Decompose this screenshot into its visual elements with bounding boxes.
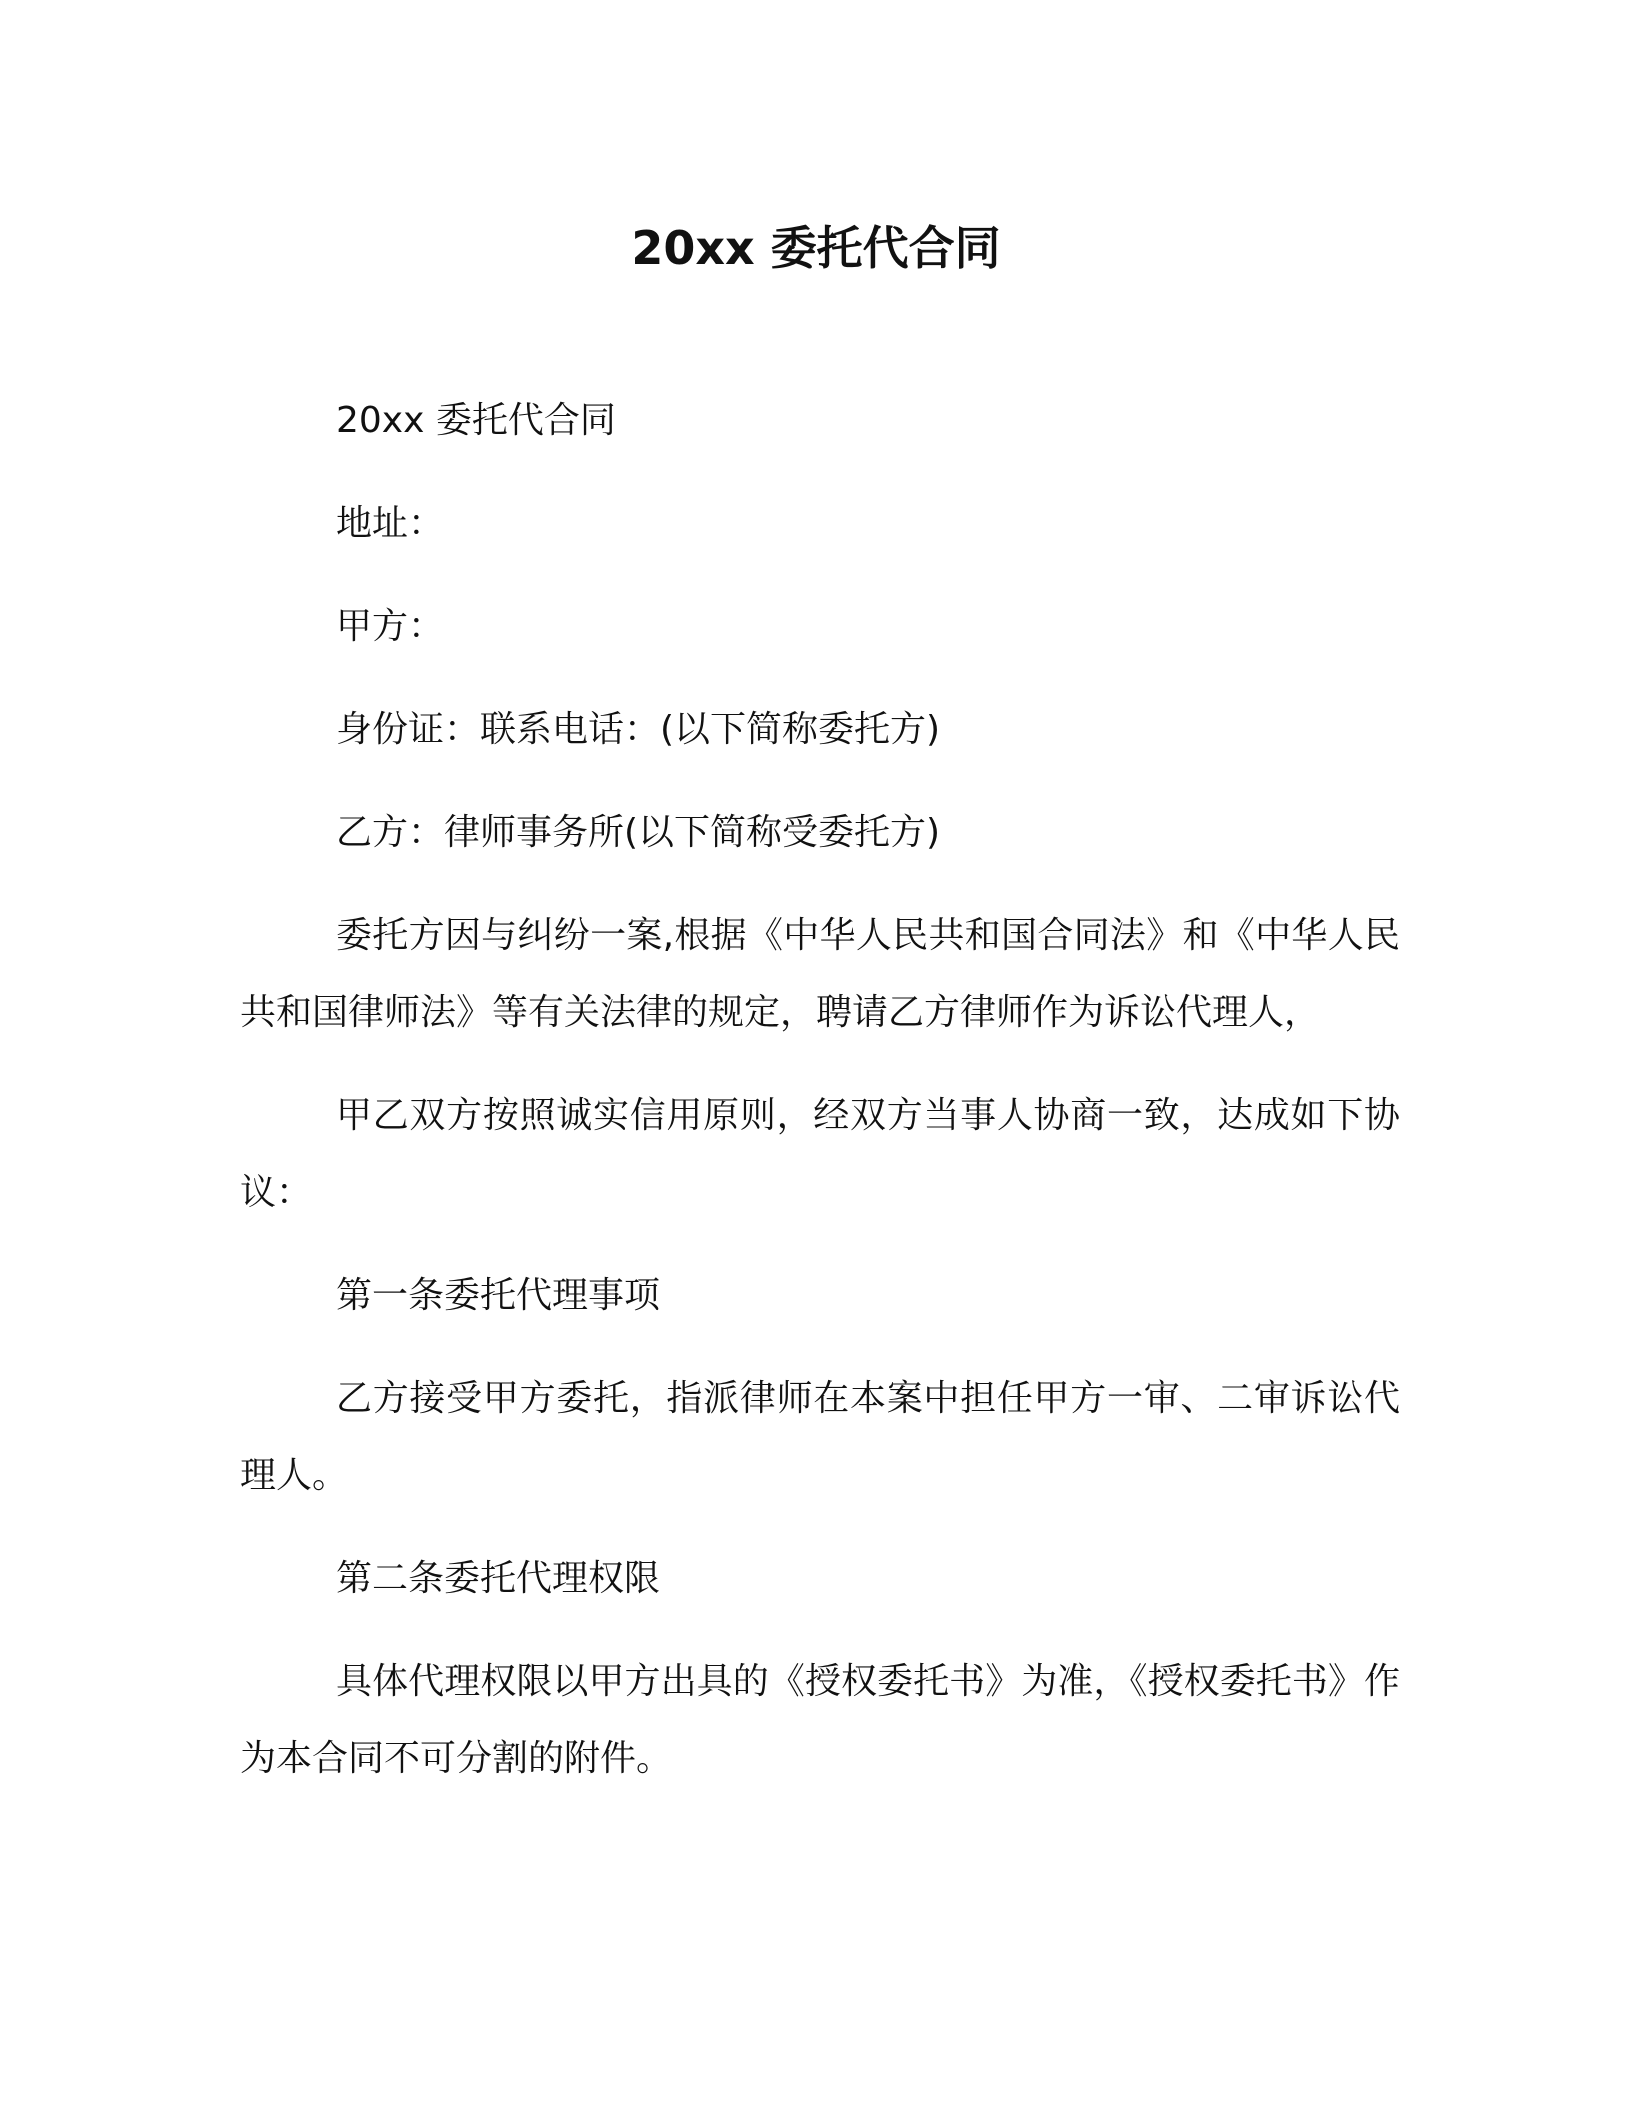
document-body <box>240 382 1400 1823</box>
paragraph-article-1-title: 第一条委托代理事项 <box>336 1275 661 1316</box>
paragraph-party-a: 甲方： <box>336 606 445 647</box>
paragraph-article-2-body: 具体代理权限以甲方出具的《授权委托书》为准，《授权委托书》作为本合同不可分割的附件。 <box>240 1661 1400 1779</box>
paragraph-id-phone: 身份证：联系电话：(以下简称委托方) <box>336 709 941 750</box>
paragraph-article-1-body: 乙方接受甲方委托，指派律师在本案中担任甲方一审、二审诉讼代理人。 <box>240 1378 1400 1496</box>
paragraph-agreement: 甲乙双方按照诚实信用原则，经双方当事人协商一致，达成如下协议： <box>240 1095 1400 1213</box>
paragraph-heading: 20xx 委托代合同 <box>336 400 616 441</box>
paragraph-preamble: 委托方因与纠纷一案,根据《中华人民共和国合同法》和《中华人民共和国律师法》等有关法律的规定，聘请乙方律师作为诉讼代理人， <box>240 915 1400 1033</box>
paragraph-address: 地址： <box>336 503 445 544</box>
document-title: 20xx 委托代合同 <box>631 221 1001 275</box>
paragraph-party-b: 乙方：律师事务所(以下简称受委托方) <box>336 812 941 853</box>
paragraph-article-2-title: 第二条委托代理权限 <box>336 1558 661 1599</box>
